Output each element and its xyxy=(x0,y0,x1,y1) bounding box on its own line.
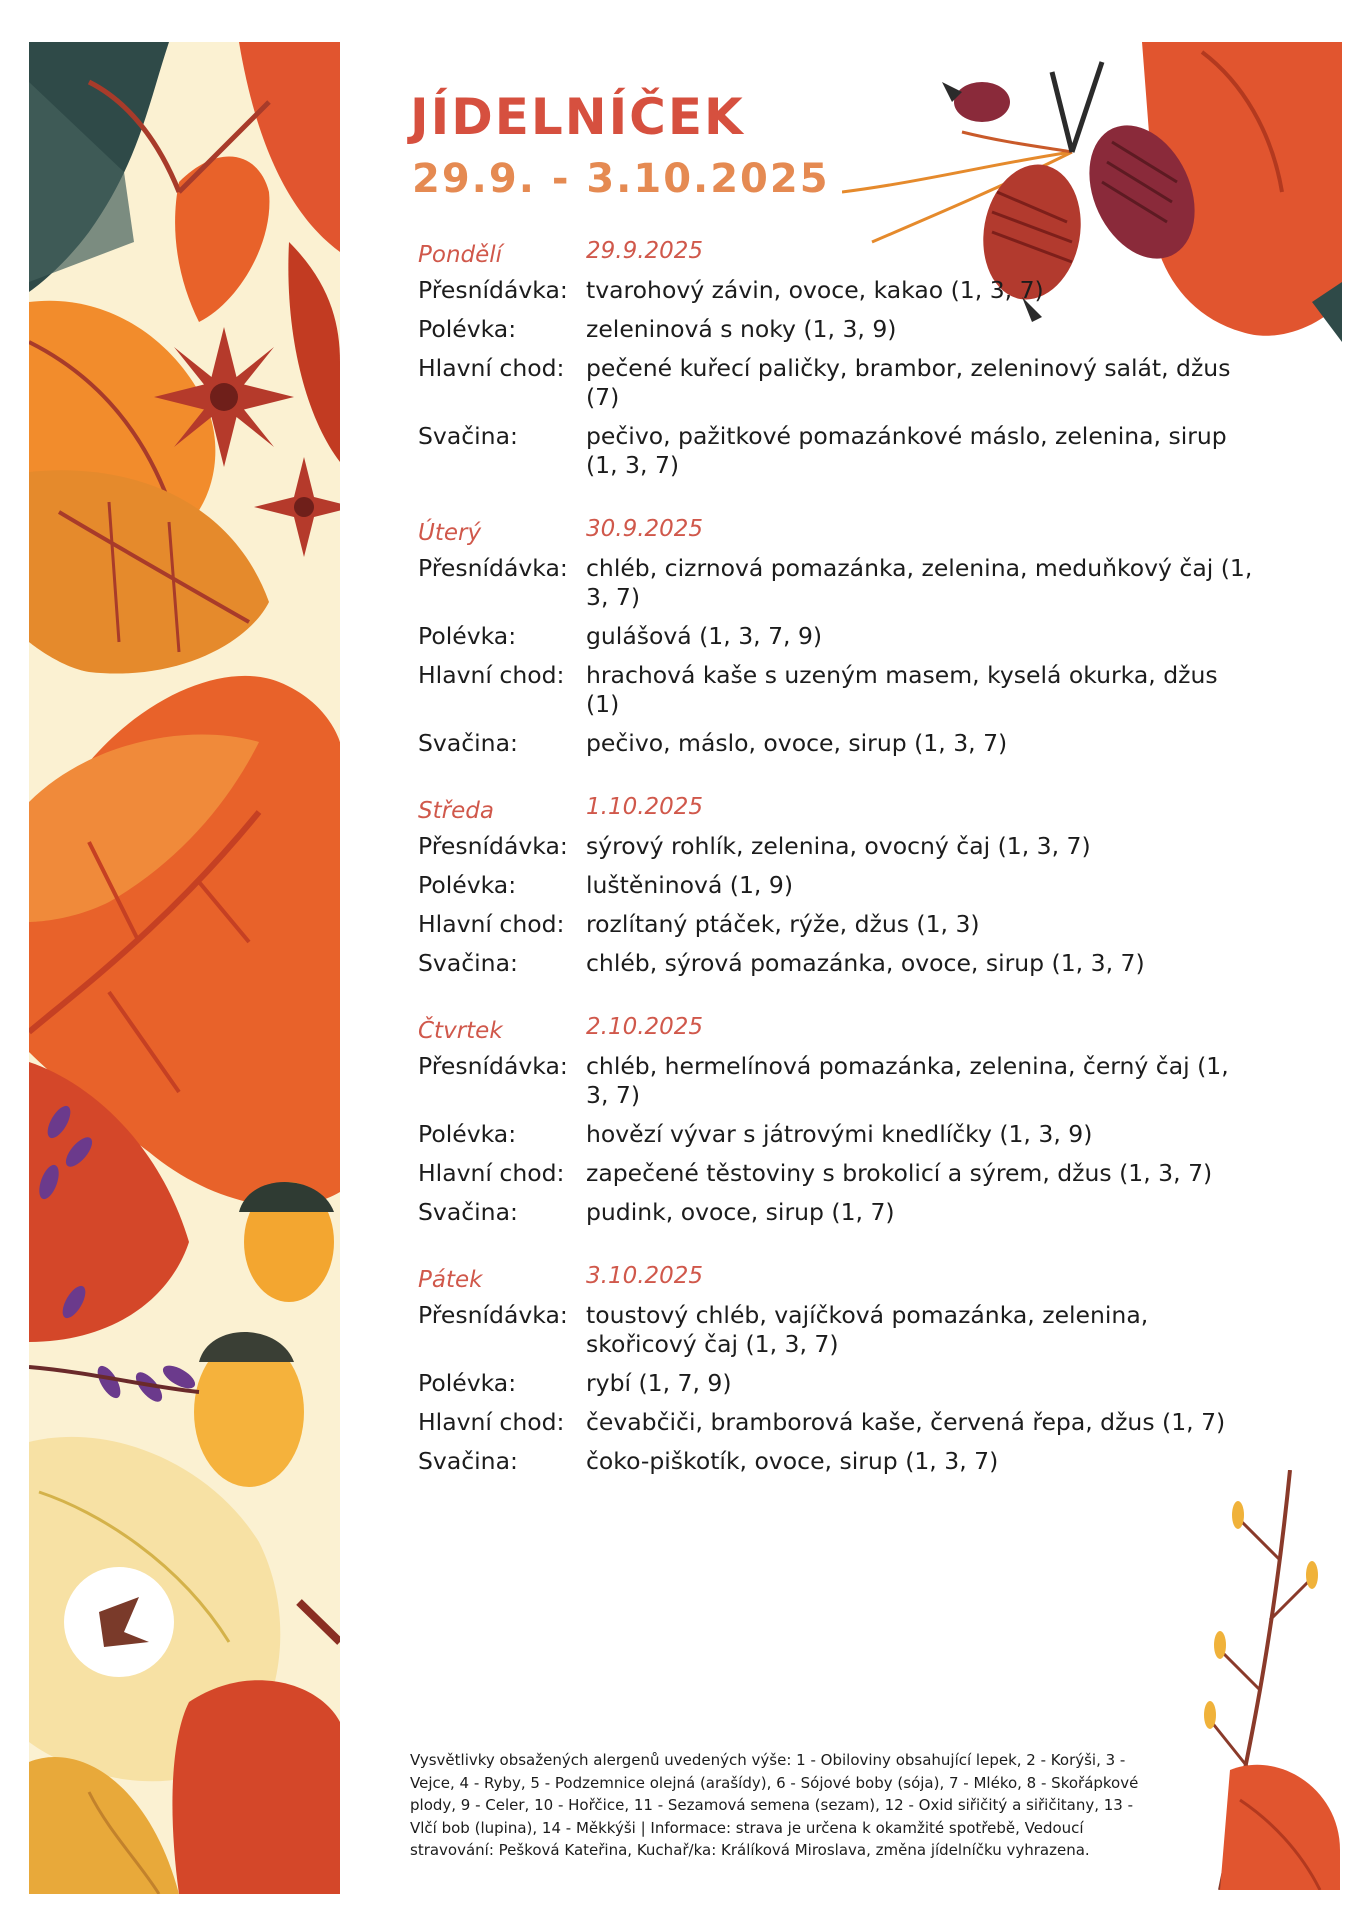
day-date: 3.10.2025 xyxy=(586,1263,704,1289)
meal-text: pečivo, pažitkové pomazánkové máslo, zelenina, sirup (1, 3, 7) xyxy=(586,422,1227,479)
day-date: 1.10.2025 xyxy=(586,794,704,820)
meal-row xyxy=(418,871,1258,900)
meal-row xyxy=(418,661,1258,719)
meal-row xyxy=(418,1052,1258,1110)
meal-text: čoko-piškotík, ovoce, sirup (1, 3, 7) xyxy=(586,1447,999,1475)
meal-label: Přesnídávka: xyxy=(418,1301,568,1329)
day-name: Pátek xyxy=(418,1267,483,1293)
meal-label: Hlavní chod: xyxy=(418,910,565,938)
day-name: Úterý xyxy=(418,520,482,546)
meal-label: Přesnídávka: xyxy=(418,554,568,582)
meal-label: Polévka: xyxy=(418,1369,517,1397)
day-friday xyxy=(418,1263,1258,1476)
autumn-leaves-strip xyxy=(29,42,340,1894)
day-wednesday xyxy=(418,794,1258,978)
meal-label: Přesnídávka: xyxy=(418,832,568,860)
meal-label: Svačina: xyxy=(418,729,518,757)
meal-text: toustový chléb, vajíčková pomazánka, zelenina, skořicový čaj (1, 3, 7) xyxy=(586,1301,1149,1358)
meal-row xyxy=(418,422,1258,480)
meal-label: Svačina: xyxy=(418,949,518,977)
day-date: 30.9.2025 xyxy=(586,516,704,542)
day-thursday xyxy=(418,1014,1258,1227)
meal-text: gulášová (1, 3, 7, 9) xyxy=(586,622,823,650)
meal-text: luštěninová (1, 9) xyxy=(586,871,793,899)
meal-label: Hlavní chod: xyxy=(418,1408,565,1436)
meal-row xyxy=(418,354,1258,412)
meal-text: chléb, cizrnová pomazánka, zelenina, meduňkový čaj (1, 3, 7) xyxy=(586,554,1253,611)
meal-label: Svačina: xyxy=(418,422,518,450)
meal-text: pečené kuřecí paličky, brambor, zeleninový salát, džus (7) xyxy=(586,354,1231,411)
meal-label: Polévka: xyxy=(418,871,517,899)
day-date: 2.10.2025 xyxy=(586,1014,704,1040)
meal-label: Polévka: xyxy=(418,315,517,343)
meal-text: chléb, hermelínová pomazánka, zelenina, černý čaj (1, 3, 7) xyxy=(586,1052,1229,1109)
day-tuesday xyxy=(418,516,1258,758)
day-name: Pondělí xyxy=(418,242,503,268)
day-date: 29.9.2025 xyxy=(586,238,704,264)
meal-text: sýrový rohlík, zelenina, ovocný čaj (1, 3, 7) xyxy=(586,832,1091,860)
meal-label: Polévka: xyxy=(418,1120,517,1148)
meal-row xyxy=(418,315,1258,344)
star-anise-icon xyxy=(154,327,294,467)
meal-row xyxy=(418,1301,1258,1359)
meal-row xyxy=(418,832,1258,861)
meal-text: pečivo, máslo, ovoce, sirup (1, 3, 7) xyxy=(586,729,1008,757)
meal-row xyxy=(418,910,1258,939)
meal-text: rybí (1, 7, 9) xyxy=(586,1369,732,1397)
meal-text: chléb, sýrová pomazánka, ovoce, sirup (1, 3, 7) xyxy=(586,949,1145,977)
meal-row xyxy=(418,1408,1258,1437)
day-monday xyxy=(418,238,1258,480)
weekly-menu xyxy=(418,238,1258,1512)
meal-text: tvarohový závin, ovoce, kakao (1, 3, 7) xyxy=(586,276,1044,304)
meal-row xyxy=(418,554,1258,612)
page-title: JÍDELNÍČEK xyxy=(410,88,745,146)
allergen-footnote: Vysvětlivky obsažených alergenů uvedených výše: 1 - Obiloviny obsahující lepek, 2 - Korýši, 3 - Vejce, 4 - Ryby, 5 - Podzemnice olejná (arašídy), 6 - Sójové boby (sója), 7 - Mléko, 8 - Skořápkové plody, 9 - Celer, 10 - Hořčice, 11 - Sezamová semena (sezam), 12 - Oxid siřičitý a siřičitany, 13 - Vlčí bob (lupina), 14 - Měkkýši | Informace: strava je určena k okamžité spotřebě, Vedoucí stravování: Pešková Kateřina, Kuchař/ka: Králíková Miroslava, změna jídelníčku vyhrazena. xyxy=(410,1751,1139,1859)
meal-label: Hlavní chod: xyxy=(418,1159,565,1187)
week-date-range: 29.9. - 3.10.2025 xyxy=(412,156,830,202)
meal-text: hrachová kaše s uzeným masem, kyselá okurka, džus (1) xyxy=(586,661,1218,718)
meal-row xyxy=(418,949,1258,978)
meal-row xyxy=(418,1369,1258,1398)
day-name: Středa xyxy=(418,798,494,824)
meal-text: hovězí vývar s játrovými knedlíčky (1, 3, 9) xyxy=(586,1120,1093,1148)
meal-row xyxy=(418,622,1258,651)
meal-row xyxy=(418,1447,1258,1476)
meal-label: Hlavní chod: xyxy=(418,661,565,689)
meal-text: zeleninová s noky (1, 3, 9) xyxy=(586,315,897,343)
meal-label: Přesnídávka: xyxy=(418,276,568,304)
meal-row xyxy=(418,1159,1258,1188)
meal-text: pudink, ovoce, sirup (1, 7) xyxy=(586,1198,895,1226)
meal-label: Svačina: xyxy=(418,1447,518,1475)
meal-row xyxy=(418,1120,1258,1149)
meal-label: Polévka: xyxy=(418,622,517,650)
meal-row xyxy=(418,276,1258,305)
meal-label: Přesnídávka: xyxy=(418,1052,568,1080)
meal-row xyxy=(418,729,1258,758)
meal-label: Svačina: xyxy=(418,1198,518,1226)
meal-text: zapečené těstoviny s brokolicí a sýrem, džus (1, 3, 7) xyxy=(586,1159,1213,1187)
meal-text: čevabčiči, bramborová kaše, červená řepa, džus (1, 7) xyxy=(586,1408,1226,1436)
day-name: Čtvrtek xyxy=(418,1018,503,1044)
meal-label: Hlavní chod: xyxy=(418,354,565,382)
autumn-twig xyxy=(1200,1470,1340,1890)
meal-text: rozlítaný ptáček, rýže, džus (1, 3) xyxy=(586,910,980,938)
meal-row xyxy=(418,1198,1258,1227)
